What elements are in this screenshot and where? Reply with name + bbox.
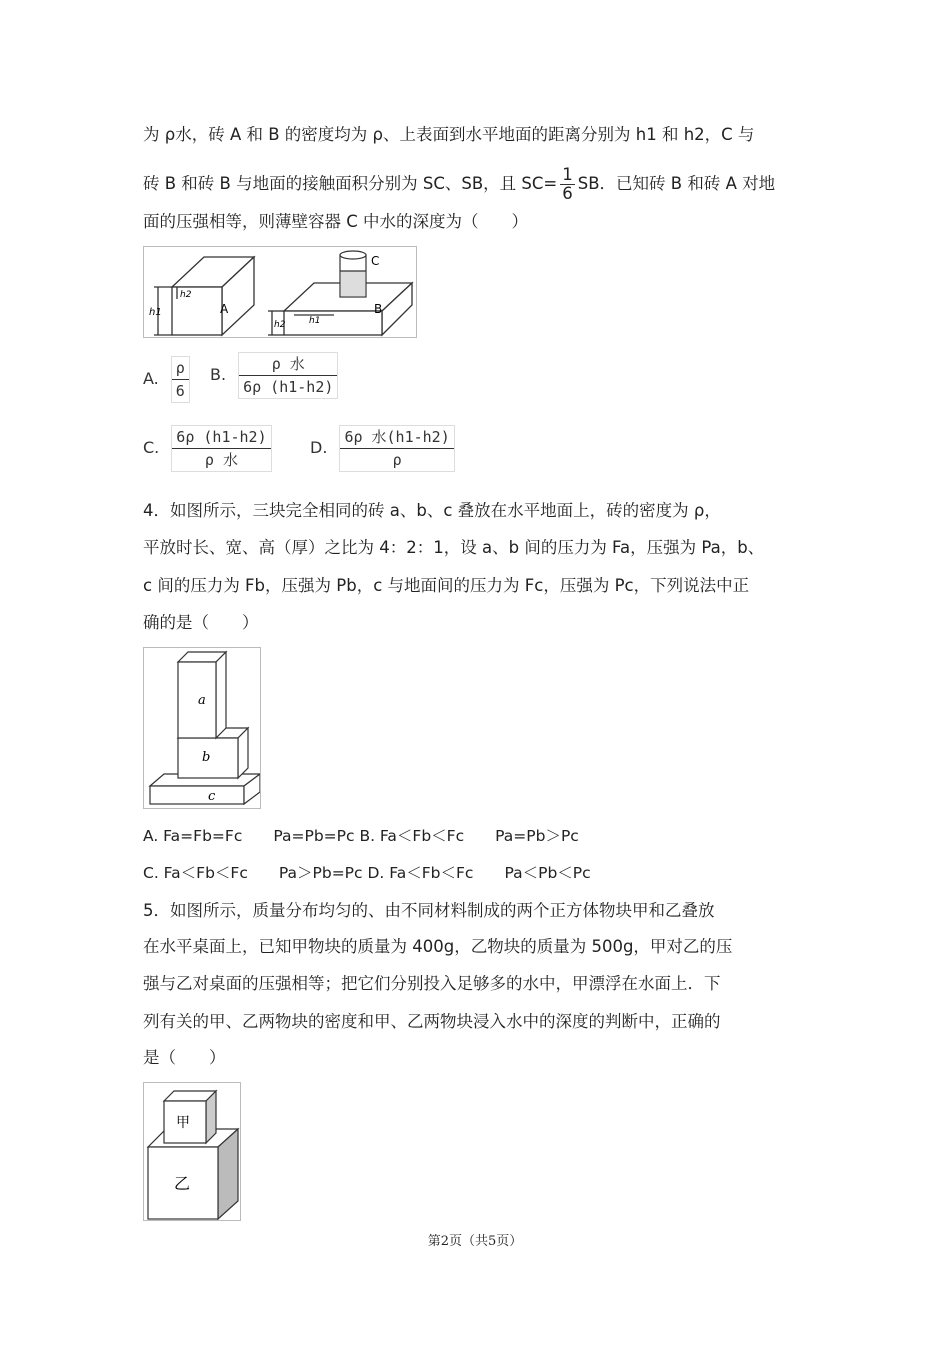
- q4-line-2: 平放时长、宽、高（厚）之比为 4：2：1，设 a、b 间的压力为 Fa，压强为 Pa，b、: [143, 538, 765, 557]
- q4-label-c: c: [208, 789, 216, 804]
- q3-option-a-label: A.: [143, 369, 159, 388]
- q3-line-2-b: SB．已知砖 B 和砖 A 对地: [577, 174, 776, 193]
- q4-options-cd[interactable]: C. Fa＜Fb＜Fc Pa＞Pb=Pc D. Fa＜Fb＜Fc Pa＜Pb＜Pc: [143, 864, 591, 882]
- q5-line-4: 列有关的甲、乙两物块的密度和甲、乙两物块浸入水中的深度的判断中，正确的: [143, 1012, 721, 1031]
- q3-option-c-num: 6ρ (h1-h2): [172, 426, 270, 449]
- q3-line-3: 面的压强相等，则薄壁容器 C 中水的深度为（ ）: [143, 212, 529, 231]
- q4-line-1: 4．如图所示，三块完全相同的砖 a、b、c 叠放在水平地面上，砖的密度为 ρ，: [143, 501, 721, 520]
- q3-label-h2-b: h2: [274, 320, 286, 330]
- q3-line-2: [143, 166, 775, 203]
- q4-line-4: 确的是（ ）: [143, 613, 259, 632]
- q3-option-b-den: 6ρ (h1-h2): [243, 378, 334, 396]
- q5-line-1: 5．如图所示，质量分布均匀的、由不同材料制成的两个正方体物块甲和乙叠放: [143, 901, 715, 920]
- q3-option-d-den: ρ: [392, 451, 402, 469]
- q3-option-d-num: 6ρ 水(h1-h2): [340, 426, 453, 449]
- q5-line-3: 强与乙对桌面的压强相等；把它们分别投入足够多的水中，甲漂浮在水面上．下: [143, 974, 721, 993]
- page-footer: 第2页（共5页）: [427, 1234, 523, 1249]
- q3-frac-num: 1: [562, 165, 573, 184]
- q3-label-B: B: [374, 302, 383, 316]
- q4-label-b: b: [202, 750, 211, 765]
- q4-figure-drawing: [144, 648, 260, 808]
- q3-option-a-num: ρ: [172, 357, 189, 380]
- q3-figure: [143, 246, 417, 338]
- q3-label-h1-a: h1: [149, 307, 162, 318]
- q3-option-b-label: B.: [210, 365, 227, 384]
- q3-label-h2-a: h2: [180, 290, 192, 300]
- q3-figure-drawing: [144, 247, 416, 337]
- q3-option-b-fraction: [238, 352, 338, 399]
- q3-line-1: 为 ρ水，砖 A 和 B 的密度均为 ρ、上表面到水平地面的距离分别为 h1 和 h2，C 与: [143, 125, 755, 144]
- q3-option-b[interactable]: [210, 352, 341, 399]
- q3-option-b-num: ρ 水: [239, 353, 337, 376]
- q3-option-d-fraction: [339, 425, 454, 472]
- q4-figure: [143, 647, 261, 809]
- q3-option-c-label: C.: [143, 438, 160, 457]
- q3-option-c[interactable]: [143, 425, 275, 472]
- q3-label-A: A: [220, 302, 229, 316]
- q3-fraction: [560, 166, 575, 203]
- q3-option-d-label: D.: [310, 438, 328, 457]
- q3-option-a-den: 6: [175, 382, 185, 400]
- q3-option-c-fraction: [171, 425, 271, 472]
- q3-line-2-a: 砖 B 和砖 B 与地面的接触面积分别为 SC、SB，且 SC=: [143, 174, 558, 193]
- q5-line-2: 在水平桌面上，已知甲物块的质量为 400g，乙物块的质量为 500g，甲对乙的压: [143, 937, 733, 956]
- q5-label-yi: 乙: [174, 1174, 191, 1193]
- q3-option-a-fraction: [171, 356, 190, 403]
- q3-option-a[interactable]: [143, 356, 193, 403]
- q3-option-c-den: ρ 水: [204, 451, 238, 469]
- q4-label-a: a: [198, 693, 206, 708]
- q4-line-3: c 间的压力为 Fb，压强为 Pb，c 与地面间的压力为 Fc，压强为 Pc，下列说法中正: [143, 576, 750, 595]
- q3-option-d[interactable]: [310, 425, 458, 472]
- q3-label-h1-b: h1: [309, 316, 321, 326]
- q3-frac-den: 6: [562, 184, 573, 203]
- q4-options-ab[interactable]: A. Fa=Fb=Fc Pa=Pb=Pc B. Fa＜Fb＜Fc Pa=Pb＞Pc: [143, 827, 579, 845]
- q3-label-C: C: [371, 254, 380, 268]
- q5-figure: [143, 1082, 241, 1221]
- q5-figure-drawing: [144, 1083, 240, 1220]
- q5-line-5: 是（ ）: [143, 1048, 226, 1067]
- q5-label-jia: 甲: [176, 1115, 190, 1131]
